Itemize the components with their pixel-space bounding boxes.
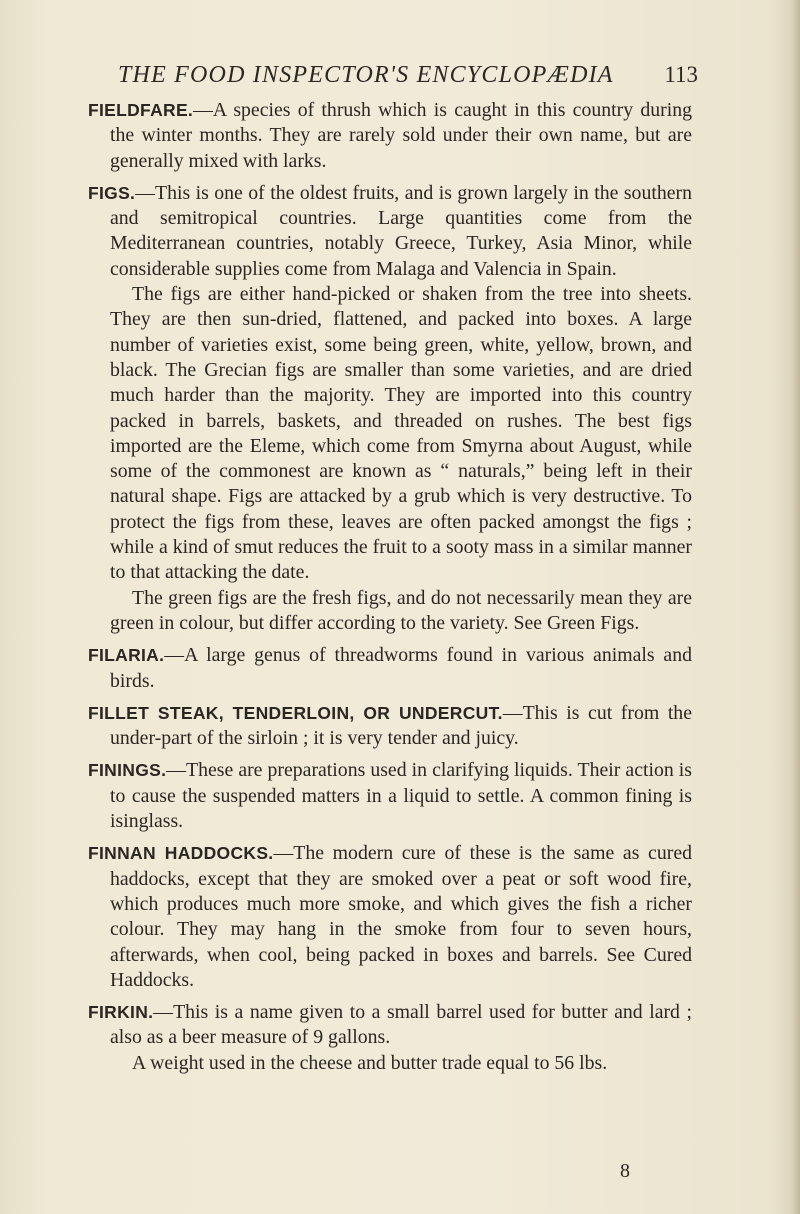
entry-filaria [88,643,692,694]
entry-text: —These are preparations used in clarifying liquids. Their action is to cause the suspended matters in a liquid to settle. A common fining is isinglass. [110,759,692,833]
entry-head: FIGS. [88,182,136,203]
entry-finnan-haddocks [88,841,692,993]
entry-head: FILARIA. [88,645,165,666]
entry-fieldfare [88,98,692,174]
entry-text: —The modern cure of these is the same as cured haddocks, except that they are smoked over a peat or soft wood fire, which produces much more smoke, and which gives the fish a richer colour. They may hang in the smoke from four to seven hours, afterwards, when cool, being packed in boxes and barrels. See Cured Haddocks. [110,842,692,991]
entry-head: FINNAN HADDOCKS. [88,843,274,864]
entry-text: —This is cut from the under-part of the sirloin ; it is very tender and juicy. [110,701,692,750]
page-header [118,62,698,90]
entry-paragraph: The green figs are the fresh figs, and do not necessarily mean they are green in colour, but differ according to the variety. See Green Figs. [110,586,692,634]
entry-head: FIELDFARE. [88,100,194,120]
entry-finings [88,758,692,834]
entry-text: —A species of thrush which is caught in this country during the winter months. They are rarely sold under their own name, but are generally mixed with larks. [110,99,692,172]
running-head: THE FOOD INSPECTOR'S ENCYCLOPÆDIA [118,62,614,88]
entry-firkin [88,1000,692,1076]
entry-head: FIRKIN. [88,1002,154,1023]
entry-head: FININGS. [88,760,167,781]
signature-mark: 8 [620,1160,630,1182]
entry-paragraph: A weight used in the cheese and butter trade equal to 56 lbs. [132,1051,608,1074]
page-edge-shadow [790,0,800,1214]
entry-text: —This is one of the oldest fruits, and is grown largely in the southern and semitropical countries. Large quantities come from the Mediterranean countries, notably Greece, Turkey, Asia Minor, while considerable supplies come from Malaga and Valencia in Spain. [110,181,692,280]
entry-fillet-steak [88,701,692,752]
page-content [88,98,692,1083]
page-number: 113 [664,62,698,87]
entry-paragraph: The figs are either hand-picked or shaken from the tree into sheets. They are then sun-dried, flattened, and packed into boxes. A large number of varieties exist, some being green, white, yellow, brown, and black. The Grecian figs are smaller than some varieties, and are dried much harder than the majority. They are imported into this country packed in barrels, baskets, and threaded on rushes. The best figs imported are the Eleme, which come from Smyrna about August, while some of the commonest are known as “ naturals,” being left in their natural shape. Figs are attacked by a grub which is very destructive. To protect the figs from these, leaves are often packed amongst the figs ; while a kind of smut reduces the fruit to a sooty mass in a similar manner to that attacking the date. [110,283,692,584]
entry-figs [88,181,692,636]
entry-text: —This is a name given to a small barrel used for butter and lard ; also as a beer measure of 9 gallons. [110,1001,692,1049]
entry-head: FILLET STEAK, TENDERLOIN, OR UNDERCUT. [88,702,503,723]
entry-text: —A large genus of threadworms found in various animals and birds. [110,644,692,692]
